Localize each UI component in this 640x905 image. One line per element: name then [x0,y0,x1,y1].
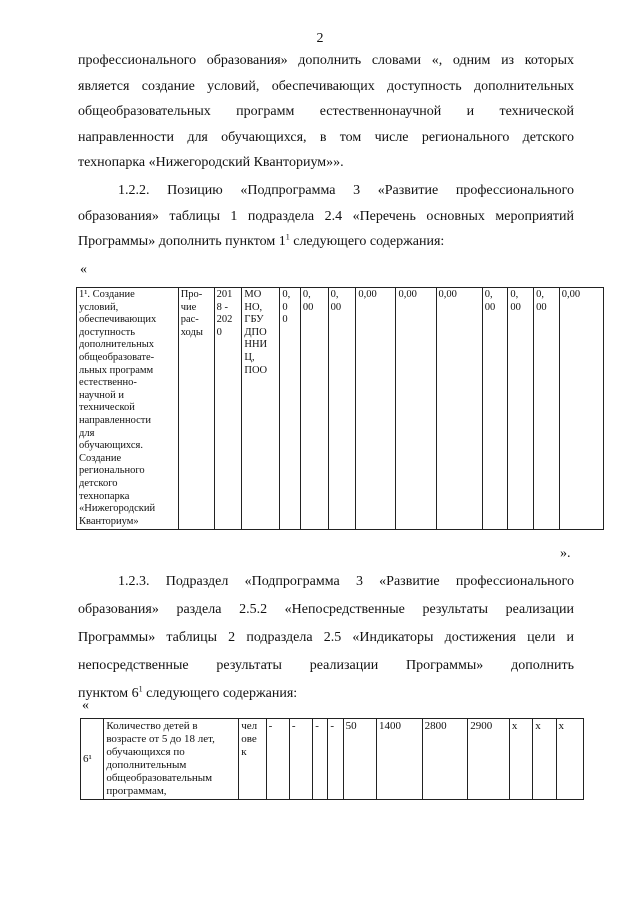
table-cell: 0, 00 [328,288,356,530]
table-cell: чел ове к [239,719,266,800]
table-cell: - [289,719,312,800]
table-cell: х [509,719,532,800]
text-span: следующего содержания: [289,234,445,249]
table-cell: Количество детей в возрасте от 5 до 18 лет, обучающихся по дополнительным общеобразовательным программам, [104,719,239,800]
table-cell: 0, 00 [508,288,534,530]
table-cell: - [313,719,328,800]
table-cell: 0,00 [356,288,396,530]
table-cell: 50 [343,719,376,800]
text-line: образования» таблицы 1 подраздела 2.4 «Перечень основных мероприятий [78,208,574,224]
text-line: технопарка «Нижегородский Кванториум»». [78,155,344,170]
table-cell: 0,00 [559,288,603,530]
page-number: 2 [316,31,324,46]
table-cell: Про- чие рас- ходы [178,288,214,530]
table-cell: 2800 [422,719,468,800]
paragraph-1-2-2 [78,178,574,255]
quote-close-1: ». [560,546,571,561]
text-span: пунктом 6 [78,686,139,701]
paragraph-1 [78,48,574,176]
table-cell: 0, 00 [482,288,508,530]
table-cell: - [328,719,343,800]
table-1 [76,287,604,530]
paragraph-1-2-3 [78,568,574,708]
table-cell: 0, 00 [534,288,560,530]
text-span: Программы» дополнить пунктом 1 [78,234,286,249]
table-cell: 0,00 [396,288,436,530]
table-cell: МО НО, ГБУ ДПО ННИ Ц, ПОО [242,288,280,530]
table-cell: 0,00 [436,288,482,530]
quote-open-2: « [82,698,89,713]
text-line: Программы» таблицы 2 подраздела 2.5 «Индикаторы достижения цели и [78,630,574,645]
table-row [81,719,584,800]
table-cell: 6¹ [81,719,104,800]
text-line: 1.2.2. Позицию «Подпрограмма 3 «Развитие профессионального [118,183,574,198]
text-line [78,680,574,708]
table-cell: 1¹. Создание условий, обеспечивающих доступность дополнительных общеобразовате- льных программ естественно- научной и технической направленности для обучающихся. Создание регионального детского технопарка «Нижегородский Кванториум» [77,288,179,530]
table-2 [80,718,584,800]
table-cell: 1400 [377,719,423,800]
text-line: общеобразовательных программ естественнонаучной и технической [78,104,574,119]
text-line: образования» раздела 2.5.2 «Непосредственные результаты реализации [78,602,574,617]
quote-open-1: « [80,262,87,277]
table-cell: 0, 0 0 [280,288,301,530]
text-line: направленности для обучающихся, в том числе регионального детского [78,129,574,145]
table-cell: - [266,719,289,800]
table-cell: 201 8 - 202 0 [214,288,242,530]
text-line: непосредственные результаты реализации Программы» дополнить [78,658,574,673]
table-cell: 0, 00 [300,288,328,530]
superscript: 1 [285,232,290,242]
text-span: следующего содержания: [142,686,298,701]
text-line [78,229,574,255]
text-line: является создание условий, обеспечивающих доступность дополнительных [78,78,574,94]
text-line: 1.2.3. Подраздел «Подпрограмма 3 «Развитие профессионального [118,574,574,589]
table-cell: 2900 [468,719,510,800]
superscript: 1 [138,684,143,694]
table-row [77,288,604,530]
table-cell: х [556,719,584,800]
table-cell: х [533,719,556,800]
text-line: профессионального образования» дополнить словами «, одним из которых [78,53,574,68]
